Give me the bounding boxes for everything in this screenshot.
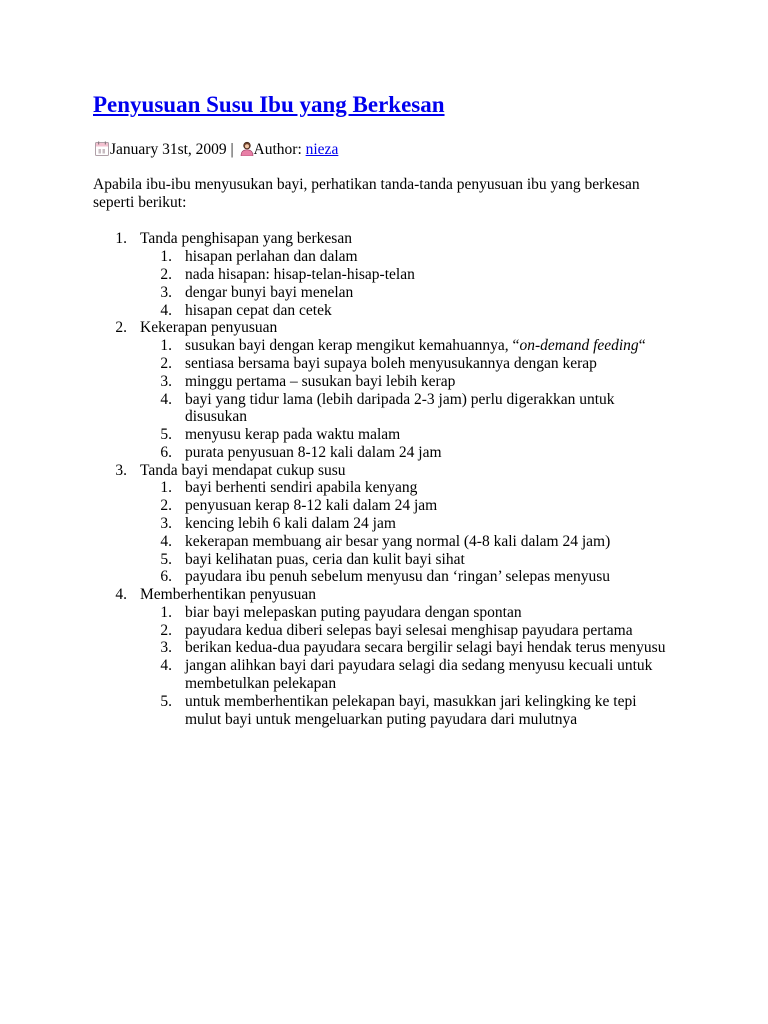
item-text-emphasis: on-demand feeding <box>519 337 639 355</box>
item-text <box>185 337 693 355</box>
sub-list-item <box>140 479 693 497</box>
list-heading: Tanda bayi mendapat cukup susu <box>140 461 346 479</box>
item-text-line: disusukan <box>185 408 247 426</box>
item-text-suffix: “ <box>638 337 646 355</box>
list-heading: Tanda penghisapan yang berkesan <box>140 230 352 248</box>
list-item <box>93 319 693 461</box>
list-item-heading-row <box>93 319 693 337</box>
sub-list-item <box>140 426 693 444</box>
item-text: bayi berhenti sendiri apabila kenyang <box>185 479 418 497</box>
sub-list-item <box>140 444 693 462</box>
list-heading: Memberhentikan penyusuan <box>140 586 317 604</box>
sub-list-item <box>140 604 693 622</box>
item-number: 2. <box>160 354 172 372</box>
item-text-plain: susukan bayi dengan kerap mengikut kemahuannya, “ <box>185 337 520 355</box>
item-text: purata penyusuan 8-12 kali dalam 24 jam <box>185 443 442 461</box>
item-text: hisapan perlahan dan dalam <box>185 248 358 266</box>
item-number: 4. <box>160 390 172 408</box>
page-title <box>93 92 693 118</box>
item-number: 4. <box>160 657 172 675</box>
item-text <box>185 657 693 693</box>
sub-list-item <box>140 284 693 302</box>
sub-list-item <box>140 693 693 729</box>
sub-list-item <box>140 266 693 284</box>
list-number: 2. <box>115 319 127 337</box>
list-item-heading-row <box>93 586 693 604</box>
item-text-line: mulut bayi untuk mengeluarkan puting payudara dari mulutnya <box>185 710 578 728</box>
sub-list-item <box>140 355 693 373</box>
sub-list-item <box>140 248 693 266</box>
calendar-icon <box>95 141 109 156</box>
meta-separator: | <box>230 141 234 158</box>
sub-list-item <box>140 373 693 391</box>
sub-list-item <box>140 639 693 657</box>
item-text: minggu pertama – susukan bayi lebih kerap <box>185 372 456 390</box>
list-number: 1. <box>115 230 127 248</box>
sub-list <box>140 337 693 461</box>
sub-list <box>140 479 693 586</box>
item-number: 6. <box>160 443 172 461</box>
item-text: sentiasa bersama bayi supaya boleh menyusukannya dengan kerap <box>185 354 597 372</box>
item-text <box>185 391 693 427</box>
sub-list-item <box>140 551 693 569</box>
item-number: 1. <box>160 337 172 355</box>
intro-paragraph <box>93 176 693 212</box>
item-text: biar bayi melepaskan puting payudara dengan spontan <box>185 603 522 621</box>
list-number: 3. <box>115 461 127 479</box>
item-number: 3. <box>160 639 172 657</box>
intro-line: seperti berikut: <box>93 194 187 212</box>
list-item <box>93 462 693 586</box>
sub-list-item <box>140 515 693 533</box>
person-icon <box>240 141 254 156</box>
item-text: payudara ibu penuh sebelum menyusu dan ‘ringan’ selepas menyusu <box>185 568 610 586</box>
item-number: 4. <box>160 301 172 319</box>
item-text-line: untuk memberhentikan pelekapan bayi, masukkan jari kelingking ke tepi <box>185 692 637 710</box>
sub-list-item <box>140 657 693 693</box>
item-text <box>185 693 693 729</box>
author-link[interactable]: nieza <box>305 141 339 158</box>
sub-list-item <box>140 533 693 551</box>
sub-list-item <box>140 337 693 355</box>
author-label: Author: <box>253 141 302 158</box>
list-item-heading-row <box>93 462 693 480</box>
item-text: penyusuan kerap 8-12 kali dalam 24 jam <box>185 497 438 515</box>
item-text: berikan kedua-dua payudara secara bergilir selagi bayi hendak terus menyusu <box>185 639 666 657</box>
item-number: 6. <box>160 568 172 586</box>
item-text: hisapan cepat dan cetek <box>185 301 332 319</box>
intro-line: Apabila ibu-ibu menyusukan bayi, perhatikan tanda-tanda penyusuan ibu yang berkesan <box>93 176 640 194</box>
sub-list-item <box>140 302 693 320</box>
item-number: 3. <box>160 283 172 301</box>
item-text-line: bayi yang tidur lama (lebih daripada 2-3 jam) perlu digerakkan untuk <box>185 390 615 408</box>
item-text: dengar bunyi bayi menelan <box>185 283 354 301</box>
sub-list-item <box>140 568 693 586</box>
item-number: 5. <box>160 692 172 710</box>
article <box>93 0 693 728</box>
post-meta <box>93 141 693 159</box>
sub-list-item <box>140 391 693 427</box>
list-item <box>93 230 693 319</box>
item-number: 4. <box>160 532 172 550</box>
sub-list-item <box>140 497 693 515</box>
item-number: 1. <box>160 603 172 621</box>
item-text: kekerapan membuang air besar yang normal (4-8 kali dalam 24 jam) <box>185 532 611 550</box>
item-number: 3. <box>160 372 172 390</box>
item-text-line: membetulkan pelekapan <box>185 675 337 693</box>
item-text: nada hisapan: hisap-telan-hisap-telan <box>185 266 415 284</box>
list-number: 4. <box>115 586 127 604</box>
item-text-line: jangan alihkan bayi dari payudara selagi dia sedang menyusu kecuali untuk <box>185 657 653 675</box>
item-text: menyusu kerap pada waktu malam <box>185 426 401 444</box>
item-text: kencing lebih 6 kali dalam 24 jam <box>185 514 396 532</box>
item-number: 1. <box>160 479 172 497</box>
item-number: 5. <box>160 550 172 568</box>
main-list <box>93 230 693 728</box>
sub-list <box>140 248 693 319</box>
item-number: 1. <box>160 248 172 266</box>
title-link[interactable]: Penyusuan Susu Ibu yang Berkesan <box>93 92 445 117</box>
list-item-heading-row <box>93 230 693 248</box>
sub-list <box>140 604 693 728</box>
item-number: 3. <box>160 514 172 532</box>
list-item <box>93 586 693 728</box>
item-number: 2. <box>160 621 172 639</box>
post-date: January 31st, 2009 <box>110 141 227 158</box>
sub-list-item <box>140 622 693 640</box>
item-text: bayi kelihatan puas, ceria dan kulit bayi sihat <box>185 550 465 568</box>
item-number: 2. <box>160 266 172 284</box>
item-number: 2. <box>160 497 172 515</box>
item-text: payudara kedua diberi selepas bayi selesai menghisap payudara pertama <box>185 621 633 639</box>
item-number: 5. <box>160 426 172 444</box>
list-heading: Kekerapan penyusuan <box>140 319 278 337</box>
